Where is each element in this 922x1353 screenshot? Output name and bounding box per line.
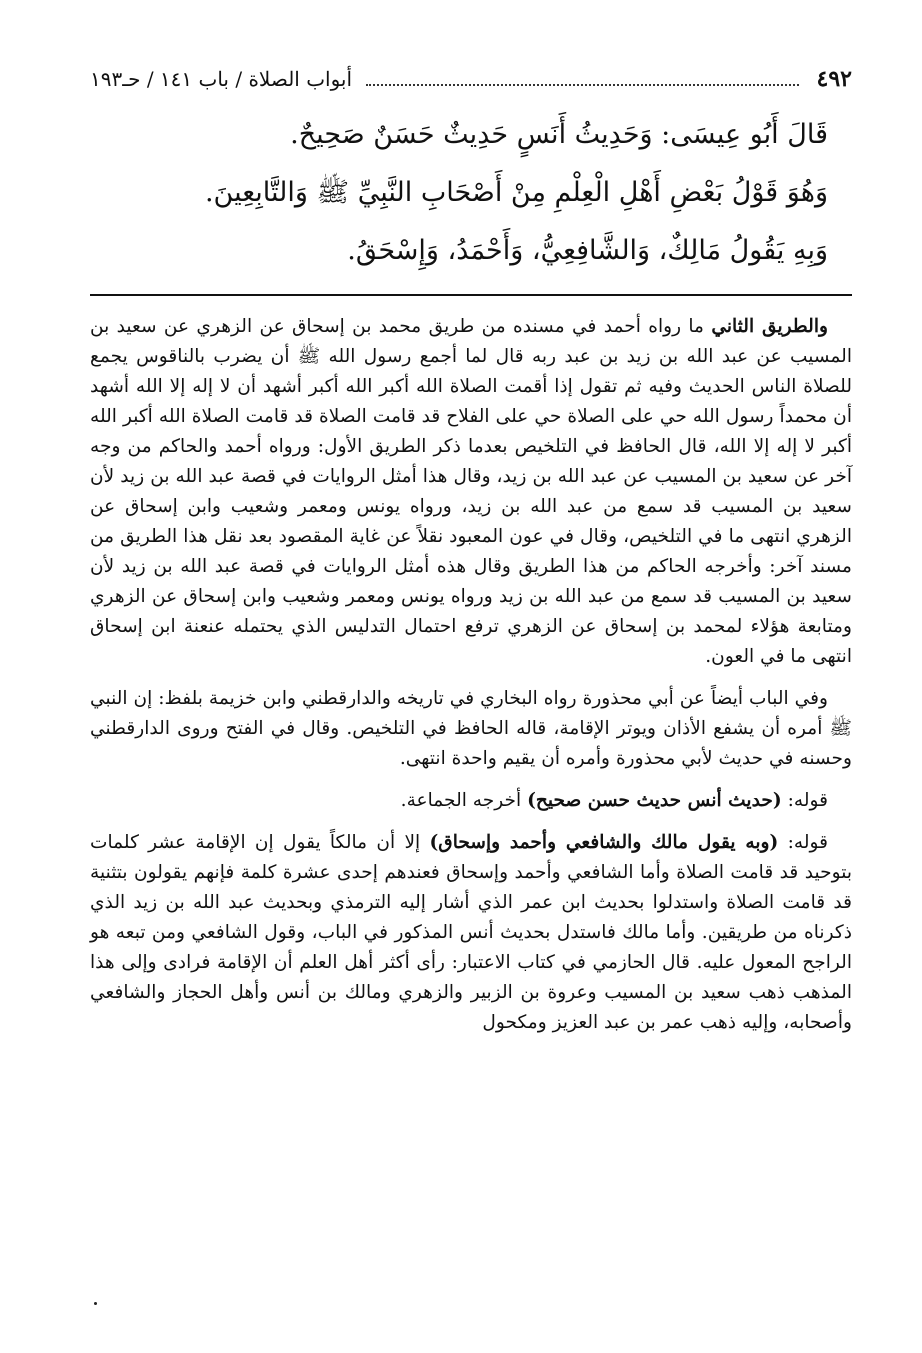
quoted-phrase: (حديث أنس حديث حسن صحيح) xyxy=(527,790,782,811)
quoted-phrase: (وبه يقول مالك والشافعي وأحمد وإسحاق) xyxy=(429,832,779,853)
page-number: ٤٩٢ xyxy=(816,66,852,92)
dotted-leader xyxy=(366,83,798,86)
paragraph-lead: قوله: xyxy=(787,790,828,811)
commentary-paragraph-2 xyxy=(90,684,852,774)
commentary-paragraph-4 xyxy=(90,828,852,1038)
hadith-text xyxy=(90,106,852,280)
commentary-paragraph-1 xyxy=(90,312,852,672)
commentary xyxy=(90,312,852,1038)
paragraph-text: أخرجه الجماعة. xyxy=(400,790,522,811)
commentary-paragraph-3 xyxy=(90,786,852,816)
paragraph-lead: قوله: xyxy=(787,832,828,853)
paragraph-text: ما رواه أحمد في مسنده من طريق محمد بن إسحاق عن الزهري عن سعيد بن المسيب عن عبد الله بن زيد بن عبد ربه قال لما أجمع رسول الله ﷺ أن يضرب بالناقوس يجمع للصلاة الناس الحديث وفيه ثم تقول إذا أقمت الصلاة الله أكبر الله أكبر أشهد أن لا إله إلا الله أشهد أن محمداً رسول الله حي على الصلاة حي على الفلاح قد قامت الصلاة قد قامت الصلاة الله أكبر الله أكبر لا إله إلا الله، قال الحافظ في التلخيص بعدما ذكر الطريق الأول: ورواه أحمد والحاكم من وجه آخر عن سعيد بن المسيب عن عبد الله بن زيد، وقال هذا أمثل الروايات في قصة عبد الله بن زيد لأن سعيد بن المسيب قد سمع من عبد الله بن زيد، ورواه يونس ومعمر وشعيب وابن إسحاق عن الزهري انتهى ما في التلخيص، وقال في عون المعبود نقلاً عن غاية المقصود بعد نقل هذا الطريق من مسند آخر: وأخرجه الحاكم من هذا الطريق وقال هذه أمثل الروايات في قصة عبد الله بن زيد لأن سعيد بن المسيب قد سمع من عبد الله بن زيد ورواه يونس ومعمر وشعيب وابن إسحاق عن الزهري ومتابعة هؤلاء لمحمد بن إسحاق عن الزهري ترفع احتمال التدليس الذي يحتمله عنعنة ابن إسحاق انتهى ما في العون. xyxy=(90,316,852,667)
chapter-title: أبواب الصلاة / باب ١٤١ / حـ١٩٣ xyxy=(90,67,353,91)
print-speck xyxy=(94,1302,97,1305)
hadith-line-1: قَالَ أَبُو عِيسَى: وَحَدِيثُ أَنَسٍ حَدِيثٌ حَسَنٌ صَحِيحٌ. xyxy=(290,119,828,150)
paragraph-text: إلا أن مالكاً يقول إن الإقامة عشر كلمات بتوحيد قد قامت الصلاة وأما الشافعي وأحمد وإسحاق فعندهم إحدى عشرة كلمة فإنهم يقولون بتثنية قد قامت الصلاة واستدلوا بحديث ابن عمر الذي أشار إليه الترمذي وبحديث عبد الله بن زيد الذي ذكرناه من طريقين. وأما مالك فاستدل بحديث أنس المذكور في الباب، وقول الشافعي ومن تبعه هو الراجح المعول عليه. قال الحازمي في كتاب الاعتبار: رأى أكثر أهل العلم أن الإقامة فرادى وإلى هذا المذهب ذهب سعيد بن المسيب وعروة بن الزبير والزهري ومالك بن أنس وأهل الحجاز والشافعي وأصحابه، وإليه ذهب عمر بن عبد العزيز ومكحول xyxy=(90,832,852,1033)
book-page xyxy=(90,62,852,1332)
hadith-line-3: وَبِهِ يَقُولُ مَالِكٌ، وَالشَّافِعِيُّ، وَأَحْمَدُ، وَإِسْحَقُ. xyxy=(347,235,828,266)
section-divider xyxy=(90,294,852,296)
paragraph-lead: والطريق الثاني xyxy=(711,316,828,337)
hadith-line-2: وَهُوَ قَوْلُ بَعْضِ أَهْلِ الْعِلْمِ مِنْ أَصْحَابِ النَّبِيِّ ﷺ وَالتَّابِعِينَ. xyxy=(204,177,828,208)
running-header xyxy=(90,62,852,96)
paragraph-text: وفي الباب أيضاً عن أبي محذورة رواه البخاري في تاريخه والدارقطني وابن خزيمة بلفظ: إن النبي ﷺ أمره أن يشفع الأذان ويوتر الإقامة، قاله الحافظ في التلخيص. وقال في الفتح وروى الدارقطني وحسنه في حديث لأبي محذورة وأمره أن يقيم واحدة انتهى. xyxy=(90,688,852,769)
